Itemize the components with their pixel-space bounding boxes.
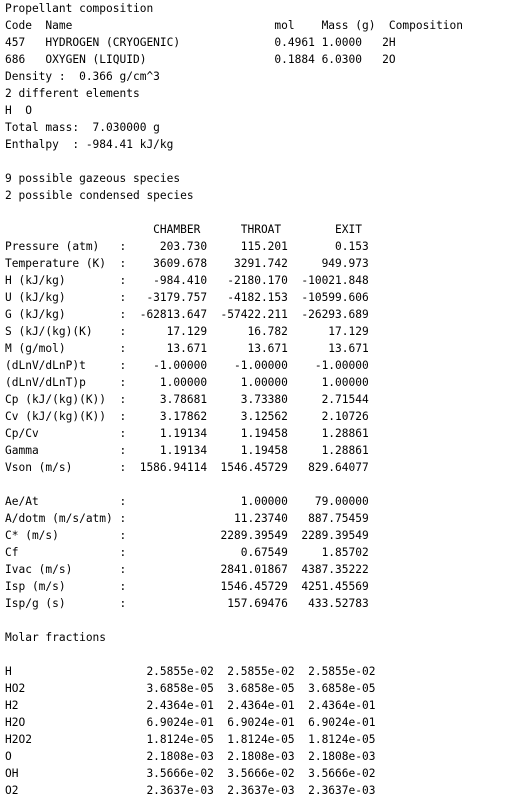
output-line: H 2.5855e-02 2.5855e-02 2.5855e-02 bbox=[5, 665, 376, 678]
output-line: S (kJ/(kg)(K) : 17.129 16.782 17.129 bbox=[5, 325, 369, 338]
output-line: CHAMBER THROAT EXIT bbox=[5, 223, 362, 236]
output-line: Temperature (K) : 3609.678 3291.742 949.973 bbox=[5, 257, 369, 270]
output-line: G (kJ/kg) : -62813.647 -57422.211 -26293.689 bbox=[5, 308, 369, 321]
output-line: 2 different elements bbox=[5, 87, 140, 100]
output-line: (dLnV/dLnT)p : 1.00000 1.00000 1.00000 bbox=[5, 376, 369, 389]
output-line bbox=[5, 204, 463, 221]
output-line: H (kJ/kg) : -984.410 -2180.170 -10021.848 bbox=[5, 274, 369, 287]
output-line: 686 OXYGEN (LIQUID) 0.1884 6.0300 2O bbox=[5, 53, 396, 66]
output-line: (dLnV/dLnP)t : -1.00000 -1.00000 -1.00000 bbox=[5, 359, 369, 372]
output-line: Vson (m/s) : 1586.94114 1546.45729 829.64077 bbox=[5, 461, 369, 474]
output-line: H2 2.4364e-01 2.4364e-01 2.4364e-01 bbox=[5, 699, 376, 712]
output-line: 457 HYDROGEN (CRYOGENIC) 0.4961 1.0000 2H bbox=[5, 36, 396, 49]
output-line: HO2 3.6858e-05 3.6858e-05 3.6858e-05 bbox=[5, 682, 376, 695]
output-line: H O bbox=[5, 104, 32, 117]
output-line: 9 possible gazeous species bbox=[5, 172, 181, 185]
output-line: Pressure (atm) : 203.730 115.201 0.153 bbox=[5, 240, 369, 253]
output-line: A/dotm (m/s/atm) : 11.23740 887.75459 bbox=[5, 512, 369, 525]
output-line: O 2.1808e-03 2.1808e-03 2.1808e-03 bbox=[5, 750, 376, 763]
output-line: Ae/At : 1.00000 79.00000 bbox=[5, 495, 369, 508]
output-line bbox=[5, 476, 463, 493]
output-line: OH 3.5666e-02 3.5666e-02 3.5666e-02 bbox=[5, 767, 376, 780]
output-line bbox=[5, 153, 463, 170]
output-line: Cp (kJ/(kg)(K)) : 3.78681 3.73380 2.71544 bbox=[5, 393, 369, 406]
output-line: 2 possible condensed species bbox=[5, 189, 194, 202]
output-line: Cf : 0.67549 1.85702 bbox=[5, 546, 369, 559]
output-line bbox=[5, 646, 463, 663]
output-line: Propellant composition bbox=[5, 2, 154, 15]
output-line: Cp/Cv : 1.19134 1.19458 1.28861 bbox=[5, 427, 369, 440]
output-line: Gamma : 1.19134 1.19458 1.28861 bbox=[5, 444, 369, 457]
output-line: H2O 6.9024e-01 6.9024e-01 6.9024e-01 bbox=[5, 716, 376, 729]
output-line: Enthalpy : -984.41 kJ/kg bbox=[5, 138, 174, 151]
output-line: Cv (kJ/(kg)(K)) : 3.17862 3.12562 2.10726 bbox=[5, 410, 369, 423]
output-line: Molar fractions bbox=[5, 631, 107, 644]
output-line: U (kJ/kg) : -3179.757 -4182.153 -10599.606 bbox=[5, 291, 369, 304]
output-line: Ivac (m/s) : 2841.01867 4387.35222 bbox=[5, 563, 369, 576]
output-line: Isp/g (s) : 157.69476 433.52783 bbox=[5, 597, 369, 610]
output-line: H2O2 1.8124e-05 1.8124e-05 1.8124e-05 bbox=[5, 733, 376, 746]
output-line: Code Name mol Mass (g) Composition bbox=[5, 19, 464, 32]
output-line: Total mass: 7.030000 g bbox=[5, 121, 160, 134]
output-line: Density : 0.366 g/cm^3 bbox=[5, 70, 160, 83]
output-line: M (g/mol) : 13.671 13.671 13.671 bbox=[5, 342, 369, 355]
output-line bbox=[5, 612, 463, 629]
output-line: O2 2.3637e-03 2.3637e-03 2.3637e-03 bbox=[5, 784, 376, 797]
output-line: Isp (m/s) : 1546.45729 4251.45569 bbox=[5, 580, 369, 593]
terminal-output bbox=[5, 0, 463, 799]
output-line: C* (m/s) : 2289.39549 2289.39549 bbox=[5, 529, 369, 542]
